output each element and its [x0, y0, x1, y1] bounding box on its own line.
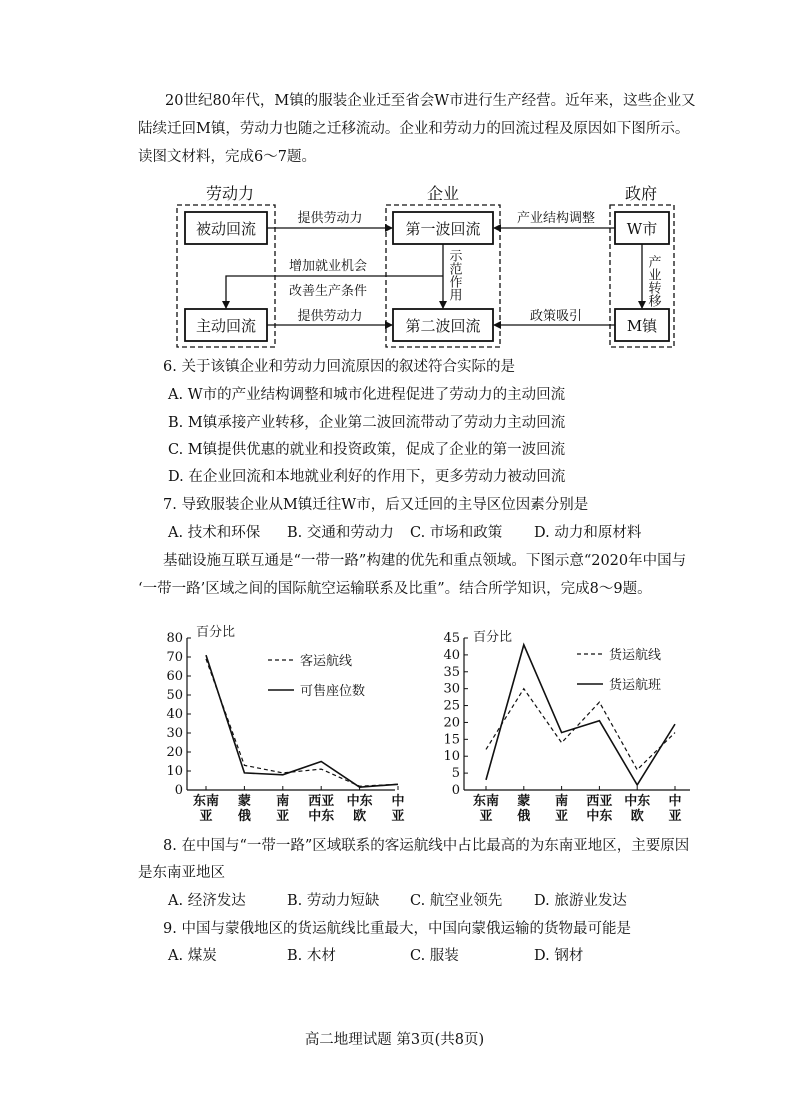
provide-labor-bottom-label: 提供劳动力 — [297, 309, 363, 324]
cargo-x-tick-label: 中 — [668, 794, 682, 809]
intro2-line-1: 基础设施互联互通是“一带一路”构建的优先和重点领域。下图示意“2020年中国与 — [163, 553, 687, 569]
passenger-x-tick-label: 蒙 — [237, 794, 251, 809]
q7-option-c: C. 市场和政策 — [410, 525, 503, 541]
cargo-y-tick-label: 10 — [443, 749, 460, 765]
q9-option-a: A. 煤炭 — [168, 948, 217, 964]
cargo-x-tick-label: 亚 — [668, 809, 682, 824]
w-city-label: W市 — [626, 220, 658, 238]
passenger-x-tick-label: 中东 — [308, 809, 335, 824]
passenger-x-tick-label: 中东 — [346, 794, 373, 809]
cargo-y-tick-label: 0 — [451, 783, 460, 798]
passenger-x-tick-label: 欧 — [353, 809, 367, 824]
passenger-y-tick-label: 60 — [166, 669, 183, 684]
passenger-y-tick-label: 20 — [166, 745, 183, 760]
passive-label: 被动回流 — [195, 220, 257, 238]
cargo-x-tick-label: 西亚 — [586, 794, 613, 809]
passenger-x-tick-label: 东南 — [192, 794, 220, 809]
cargo-y-tick-label: 20 — [443, 715, 460, 731]
col-gov-label: 政府 — [624, 184, 658, 203]
q6-option-d: D. 在企业回流和本地就业利好的作用下，更多劳动力被动回流 — [168, 469, 566, 485]
cargo-x-tick-label: 东南 — [472, 794, 500, 809]
cargo-y-tick-label: 45 — [443, 631, 460, 646]
intro2-line-2: ‘一带一路’区域之间的国际航空运输联系及比重”。结合所学知识，完成8～9题。 — [138, 581, 652, 597]
intro-line-2: 陆续迁回M镇，劳动力也随之迁移流动。企业和劳动力的回流过程及原因如下图所示。 — [138, 121, 690, 137]
cargo-legend-label-1: 货运航线 — [609, 648, 662, 663]
q9-stem: 9. 中国与蒙俄地区的货运航线比重最大，中国向蒙俄运输的货物最可能是 — [163, 921, 631, 937]
passenger-x-tick-label: 亚 — [199, 809, 213, 824]
cargo-y-tick-label: 5 — [451, 766, 460, 782]
cargo-legend-label-2: 货运航班 — [609, 678, 662, 693]
q9-option-c: C. 服装 — [410, 948, 459, 964]
passenger-y-tick-label: 50 — [166, 688, 183, 703]
passenger-x-tick-label: 中 — [391, 794, 405, 809]
cargo-x-tick-label: 蒙 — [517, 794, 531, 809]
active-label: 主动回流 — [195, 317, 257, 335]
demo-effect-label: 示范作用 — [446, 249, 462, 301]
cargo-x-tick-label: 欧 — [630, 809, 644, 824]
passenger-x-tick-label: 亚 — [391, 809, 405, 824]
intro-line-3: 读图文材料，完成6～7题。 — [138, 149, 316, 165]
q7-option-b: B. 交通和劳动力 — [287, 525, 394, 541]
col-enterprise-label: 企业 — [426, 184, 460, 203]
q6-option-c: C. M镇提供优惠的就业和投资政策，促成了企业的第一波回流 — [168, 442, 566, 458]
q6-option-a: A. W市的产业结构调整和城市化进程促进了劳动力的主动回流 — [168, 387, 566, 403]
cargo-y-tick-label: 40 — [443, 647, 460, 663]
passenger-y-tick-label: 40 — [166, 707, 183, 722]
cargo-x-tick-label: 亚 — [555, 809, 569, 824]
q6-option-b: B. M镇承接产业转移，企业第二波回流带动了劳动力主动回流 — [168, 415, 566, 431]
q8-option-a: A. 经济发达 — [168, 893, 246, 909]
passenger-y-tick-label: 0 — [174, 783, 183, 798]
passenger-x-tick-label: 西亚 — [308, 794, 335, 809]
improve-conditions-label: 改善生产条件 — [288, 284, 368, 299]
q8-stem-line-2: 是东南亚地区 — [138, 865, 225, 881]
col-labor-label: 劳动力 — [205, 184, 255, 203]
passenger-x-tick-label: 南 — [276, 794, 290, 809]
cargo-x-tick-label: 中东 — [624, 794, 651, 809]
passenger-y-tick-label: 70 — [166, 650, 183, 665]
passenger-y-axis-title: 百分比 — [196, 625, 236, 640]
policy-attract-label: 政策吸引 — [529, 309, 583, 324]
m-town-label: M镇 — [626, 317, 658, 335]
cargo-x-tick-label: 亚 — [479, 809, 493, 824]
passenger-x-tick-label: 亚 — [276, 809, 290, 824]
passenger-y-tick-label: 80 — [166, 631, 183, 646]
cargo-x-tick-label: 中东 — [586, 809, 613, 824]
industry-transfer-label: 产业转移 — [645, 255, 661, 307]
wave1-label: 第一波回流 — [405, 220, 481, 238]
q9-option-d: D. 钢材 — [534, 948, 584, 964]
q9-option-b: B. 木材 — [287, 948, 336, 964]
q7-option-d: D. 动力和原材料 — [534, 525, 642, 541]
provide-labor-top-label: 提供劳动力 — [297, 211, 363, 226]
cargo-y-tick-label: 25 — [443, 698, 460, 714]
increase-jobs-label: 增加就业机会 — [288, 259, 368, 274]
q8-option-b: B. 劳动力短缺 — [287, 893, 380, 909]
passenger-legend-label-1: 客运航线 — [300, 654, 353, 669]
q8-stem-line-1: 8. 在中国与“一带一路”区域联系的客运航线中占比最高的为东南亚地区，主要原因 — [163, 838, 690, 854]
cargo-y-tick-label: 30 — [443, 681, 460, 697]
cargo-x-tick-label: 俄 — [517, 809, 531, 824]
passenger-legend-label-2: 可售座位数 — [300, 684, 366, 699]
q8-option-c: C. 航空业领先 — [410, 893, 503, 909]
cargo-y-tick-label: 15 — [443, 732, 460, 748]
q7-stem: 7. 导致服装企业从M镇迁往W市，后又迁回的主导区位因素分别是 — [163, 497, 589, 513]
intro-line-1: 20世纪80年代，M镇的服装企业迁至省会W市进行生产经营。近年来，这些企业又 — [165, 93, 696, 109]
page-footer: 高二地理试题 第3页(共8页) — [304, 1032, 485, 1048]
passenger-x-tick-label: 俄 — [237, 809, 251, 824]
cargo-y-tick-label: 35 — [443, 664, 460, 680]
passenger-y-tick-label: 30 — [166, 726, 183, 741]
cargo-x-tick-label: 南 — [555, 794, 569, 809]
wave2-label: 第二波回流 — [405, 317, 481, 335]
cargo-y-axis-title: 百分比 — [473, 630, 513, 645]
q8-option-d: D. 旅游业发达 — [534, 893, 627, 909]
industry-adjust-label: 产业结构调整 — [516, 211, 596, 226]
q6-stem: 6. 关于该镇企业和劳动力回流原因的叙述符合实际的是 — [163, 359, 515, 375]
q7-option-a: A. 技术和环保 — [168, 525, 261, 541]
passenger-y-tick-label: 10 — [166, 764, 183, 779]
